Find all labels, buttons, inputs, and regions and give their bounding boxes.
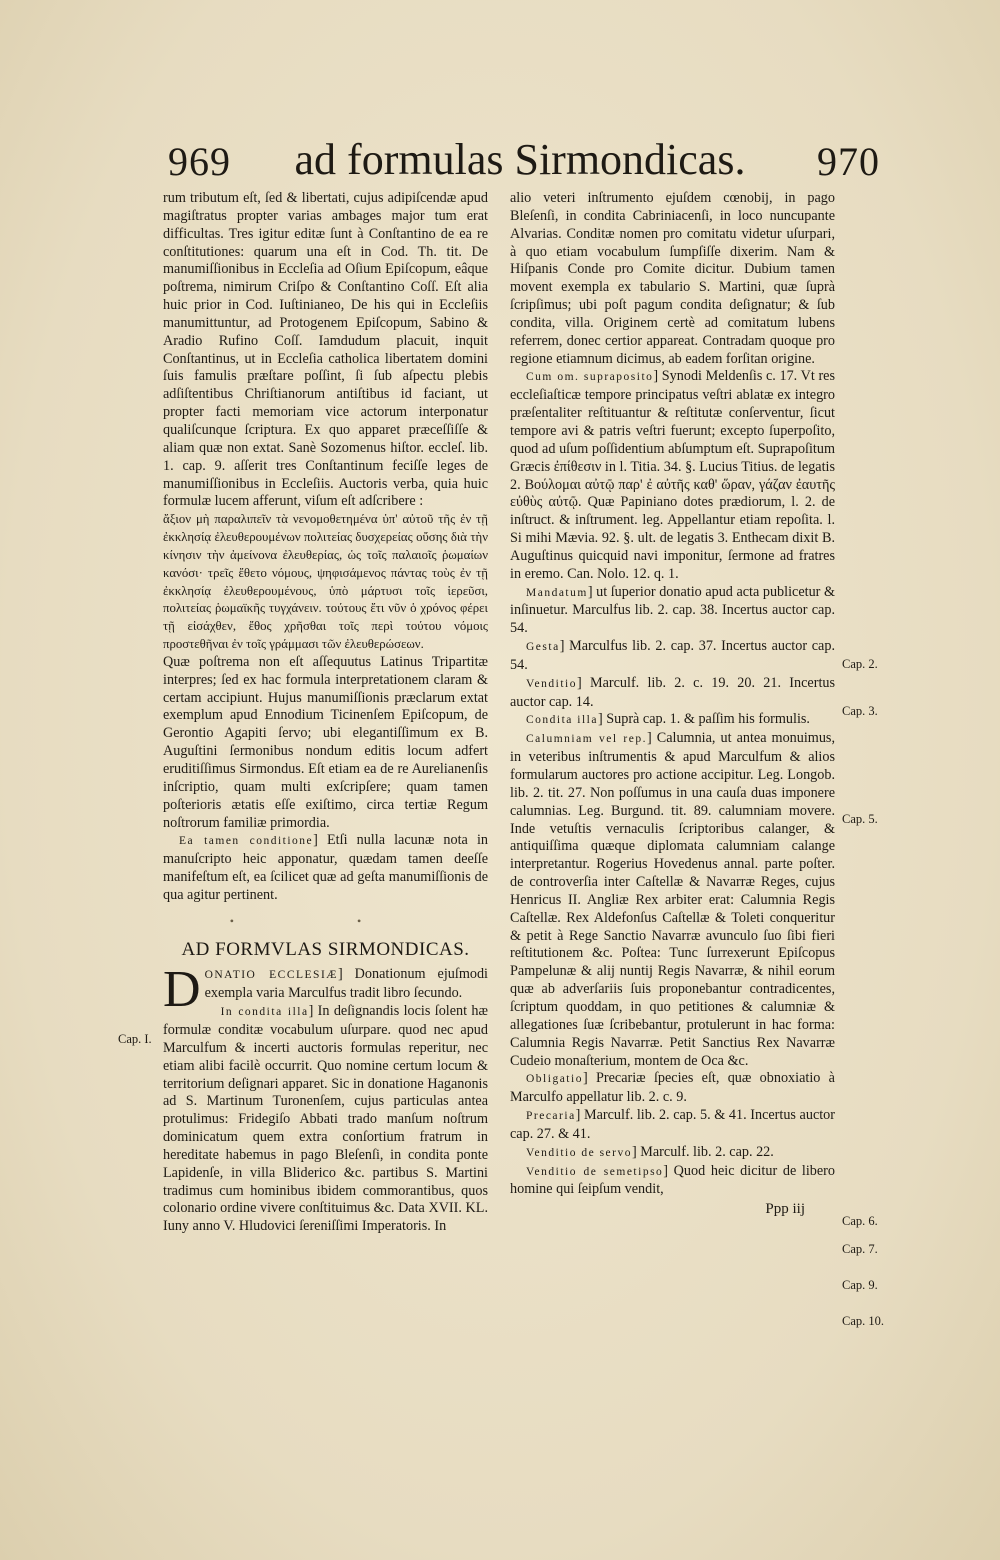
- drop-capital: D: [163, 961, 201, 1019]
- lemma: Venditio de semetipso: [526, 1165, 664, 1178]
- paragraph-text: ] In deſignandis locis ſolent hæ formulæ conditæ vocabulum uſurpare. quod nec apud Marculfum & incerti auctoris formulas reperitur, nec etiam alibi facilè occurrit. Quo nomine certum locum & territorium deſignari apparet. Sic in donatione Haganonis ad S. Martinum Turonenſem, cujus particulas antea protulimus: Fridegiſo Abbati trado manſum noſtrum dominicatum quem extra conſortium fratrum in hereditate habemus in pago Bleſenſi, in condita ponte Lapidenſe, in villa Bliderico &c. partibus S. Martini tradimus cum hominibus ibidem commorantibus, quos colonario ordine vivere conſtituimus &c. Data XVII. KL. Iuny anno V. Hludovici ſereniſſimi Imperatoris. In: [163, 1003, 488, 1235]
- paragraph: [510, 1107, 835, 1144]
- ornament-divider: • •: [229, 913, 422, 928]
- section-title: AD FORMVLAS SIRMONDICAS.: [181, 938, 470, 960]
- right-column: [510, 190, 835, 1219]
- signature-mark: Ppp iij: [765, 1201, 805, 1218]
- paragraph: [510, 675, 835, 712]
- lemma: Ea tamen conditione: [179, 835, 314, 848]
- paragraph: [510, 638, 835, 675]
- paragraph-text: ] Calumnia, ut antea monuimus, in veteribus inſtrumentis & apud Marculfum & alios formularum auctores pro actione accipitur. Leg. Longob. lib. 2. tit. 27. Non poſſumus in una cauſa duas imponere calumnias. Leg. Burgund. tit. 89. calumniam movere. Inde vetuſtis vernaculis ſcriptoribus calanger, & antiquiſſima quæque diplomata calumniam calange interpretantur. Rogerius Hovedenus annal. parte poſter. de controverſia inter Caſtellæ & Navarræ Reges, cujus Henricus II. Angliæ Rex arbiter erat: Calumnia Regis Caſtellæ. Rex Aldefonſus Caſtellæ & Toleti conqueritur & petit à Rege Sanctio Navarræ avunculo ſuo ſibi fieri reſtitutionem &c. Poſtea: Tunc ſurrexerunt Epiſcopus Pampelunæ & alij nuntij Regis Navarræ, & nihil eorum quæ ab adverſariis ſuis proponebantur contradicentes, ſcriptum quoddam, in quo petitiones & calumniæ & allegationes ſuæ ſcribebantur, protulerunt in hac forma: Calumnia Regis Navarræ. Petit Sanctius Rex Navarræ Cudeio monaſterium, montem de Oca &c.: [510, 730, 835, 1069]
- running-header: [160, 132, 880, 192]
- page-number-right: 970: [817, 139, 880, 184]
- paragraph: [510, 730, 835, 1070]
- paragraph-text: ] Precariæ ſpecies eſt, quæ obnoxiatio à Marculfo appellatur lib. 2. c. 9.: [510, 1070, 835, 1106]
- paragraph: rum tributum eſt, ſed & libertati, cujus adipiſcendæ apud magiſtratus propter varias ambages major tum erat difficultas. Tres igitur editæ ſunt à Conſtantino de ea re conſtitutiones: quarum una eſt in Cod. Th. tit. De manumiſſionibus in Eccleſia ad Oſium Epiſcopum, eâque poſtrema, nimirum Criſpo & Conſtantino Coſſ. Eſt alia huic prior in Cod. Iuſtinianeo, De his qui in Eccleſiis manumittuntur, ad Protogenem Epiſcopum, Sabino & Aradio Rufino Coſſ. Iamdudum placuit, inquit Conſtantinus, ut in Eccleſia catholica libertatem domini ſuis famulis præſtare poſſint, ſi ſub aſpectu plebis adſiſtentibus Chriſtianorum antiſtibus id faciant, ut propter facti memoriam vice actorum interponatur qualiſcunque ſcriptura. Ex quo apparet præceſſiſſe & aliam quæ non extat. Sanè Sozomenus hiſtor. eccleſ. lib. 1. cap. 9. aſſerit tres Conſtantinum feciſſe leges de manumiſſionibus in Eccleſiis. Auctoris verba, quia huic formulæ lucem afferunt, viſum eſt adſcribere :: [163, 190, 488, 510]
- page-number-left: 969: [168, 139, 231, 184]
- margin-note-cap-3: Cap. 3.: [842, 704, 878, 718]
- running-title: ad formulas Sirmondicas.: [294, 135, 746, 184]
- margin-note-cap-6: Cap. 6.: [842, 1214, 878, 1228]
- margin-note-cap-10: Cap. 10.: [842, 1314, 885, 1328]
- lemma: In condita illa: [220, 1006, 309, 1019]
- paragraph-text: ] Suprà cap. 1. & paſſim his formulis.: [597, 711, 810, 728]
- paragraph: [510, 584, 835, 639]
- paragraph: [510, 1163, 835, 1200]
- paragraph-text: ] Marculf. lib. 2. cap. 22.: [631, 1143, 774, 1160]
- lemma: Precaria: [526, 1110, 576, 1123]
- paragraph: [510, 1070, 835, 1107]
- paragraph-text: ] ut ſuperior donatio apud acta publicetur & inſinuetur. Marculfus lib. 2. cap. 38. Incertus auctor cap. 54.: [510, 583, 835, 637]
- paragraph: alio veteri inſtrumento ejuſdem cœnobij, in pago Bleſenſi, in condita Cabriniacenſi, in loco nuncupante Alvarias. Conditæ nomen pro comitatu videtur uſurpari, à quo etiam vocabulum ſumpſiſſe dixerim. Nam & Hiſpanis Conde pro Comite dicitur. Dubium tamen movent exempla ex tabulario S. Martini, quæ ſuprà ſcripſimus; ubi poſt pagum condita deſignatur; & ſub condita, villa. Originem certè ad comitatum lubens referrem, donec certior appareat. Contradam quoque pro regione etiamnum dicimus, ab eadem forſitan origine.: [510, 190, 835, 367]
- lemma: Condita illa: [526, 714, 598, 727]
- paragraph-text: ] Marculfus lib. 2. cap. 37. Incertus auctor cap. 54.: [510, 638, 835, 673]
- paragraph-text: ] Donationum ejuſmodi exempla varia Marculfus tradit libro ſecundo.: [204, 966, 488, 1002]
- lemma: Venditio de servo: [526, 1146, 632, 1159]
- margin-note-cap-5: Cap. 5.: [842, 812, 878, 826]
- lemma: Venditio: [526, 677, 577, 690]
- paragraph-text: ] Quod heic dicitur de libero homine qui ſeipſum vendit,: [510, 1162, 835, 1198]
- paragraph: [510, 1144, 835, 1163]
- lemma: Obligatio: [526, 1073, 583, 1086]
- greek-quotation: ἄξιον μὴ παραλιπεῖν τὰ νενομοθετημένα ὑπ' αὐτοῦ τῆς ἐν τῇ ἐκκλησίᾳ ἐλευθερουμένων πολιτείας δυσχερείας οὔσης διὰ τὴν κίνησιν τὴν ἀμείνονα ἐλευθερίας, ὡς τοῖς παλαιοῖς ῥωμαίων κανόσι· τρεῖς ἔθετο νόμους, ψηφισάμενος πάντας τοὺς ἐν τῇ ἐκκλησίᾳ ἐλευθερουμένους, ὑπὸ μάρτυσι τοῖς ἱερεῦσι, πολιτείας ῥωμαϊκῆς τυγχάνειν. τούτους ἔτι νῦν ὁ χρόνος φέρει τῇ εἰσάχθεν, ἔθος χρῆσθαι τοῖς περὶ τούτου νόμοις προστεθῆναι ἐν τοῖς γράμμασι τῶν ἐλευθερώσεων.: [163, 512, 488, 652]
- paragraph-text: ] Synodi Meldenſis c. 17. Vt res eccleſiaſticæ tempore principatus veſtri ablatæ ex integro præſentaliter reſtituantur & reſtitutæ conſerventur, ſicut tempore avi & patris veſtri fuerunt; excepto ſuperpoſito, quod ad uſum poſſidentium abſumptum eſt. Suprapoſitum Græcis ἐπίθεσιν in l. Titia. 34. §. Lucius Titius. de legatis 2. Βούλομαι αὐτῷ παρ' ἐ αὐτῆς καθ' ὥραν, γάζαν ἐαυτῆς εὐθὺς αὐτῷ. Quæ Papiniano dotes prædiorum, l. 2. de inſtruct. & inſtrument. leg. Appellantur etiam repoſita. l. Si mihi Mævia. 92. §. ult. de legatis 3. Enthecam dixit B. Auguſtinus quicquid navi imponitur, ſermone ad fratres in eremo. Can. Nolo. 12. q. 1.: [510, 368, 835, 582]
- paragraph-text: ] Etſi nulla lacunæ nota in manuſcripto heic apponatur, quædam tamen deeſſe manifeſtum eſt, ea ſcilicet quæ ad geſta manumiſſionis de qua agitur pertinent.: [163, 832, 488, 903]
- paragraph-text: ] Marculf. lib. 2. cap. 5. & 41. Incertus auctor cap. 27. & 41.: [510, 1107, 835, 1142]
- paragraph-text: ] Marculf. lib. 2. c. 19. 20. 21. Incertus auctor cap. 14.: [510, 674, 835, 710]
- paragraph: Quæ poſtrema non eſt aſſequutus Latinus Tripartitæ interpres; ſed ex hac formula interpretationem claram & certam accipiunt. Hujus manumiſſionis præclarum extat exemplum apud Ennodium Ticinenſem Epiſcopum, de Gerontio Agapiti ſervo; ubi elegantiſſimum ex B. Auguſtini ſermonibus nondum editis locum adfert eruditiſſimus Sirmondus. Eſt etiam ea de re Aurelianenſis inſcriptio, quam multi exſcripſere; quam tamen poſterioris ætatis eſſe exiſtimo, circa tertiæ Regum noſtrorum familiæ primordia.: [163, 653, 488, 831]
- margin-note-cap-1: Cap. I.: [118, 1032, 152, 1046]
- lemma: ONATIO ECCLESIÆ: [204, 969, 338, 982]
- paragraph: [163, 1003, 488, 1236]
- margin-note-cap-9: Cap. 9.: [842, 1278, 878, 1292]
- lemma: Mandatum: [526, 586, 588, 599]
- lemma: Gesta: [526, 641, 560, 654]
- paragraph: [510, 711, 835, 730]
- left-column: [163, 190, 488, 1236]
- lemma: Calumniam vel rep.: [526, 733, 647, 746]
- paragraph: [510, 368, 835, 583]
- lemma: Cum om. supraposito: [526, 371, 654, 384]
- paragraph: [163, 832, 488, 904]
- margin-note-cap-7: Cap. 7.: [842, 1242, 878, 1256]
- margin-note-cap-2: Cap. 2.: [842, 657, 878, 671]
